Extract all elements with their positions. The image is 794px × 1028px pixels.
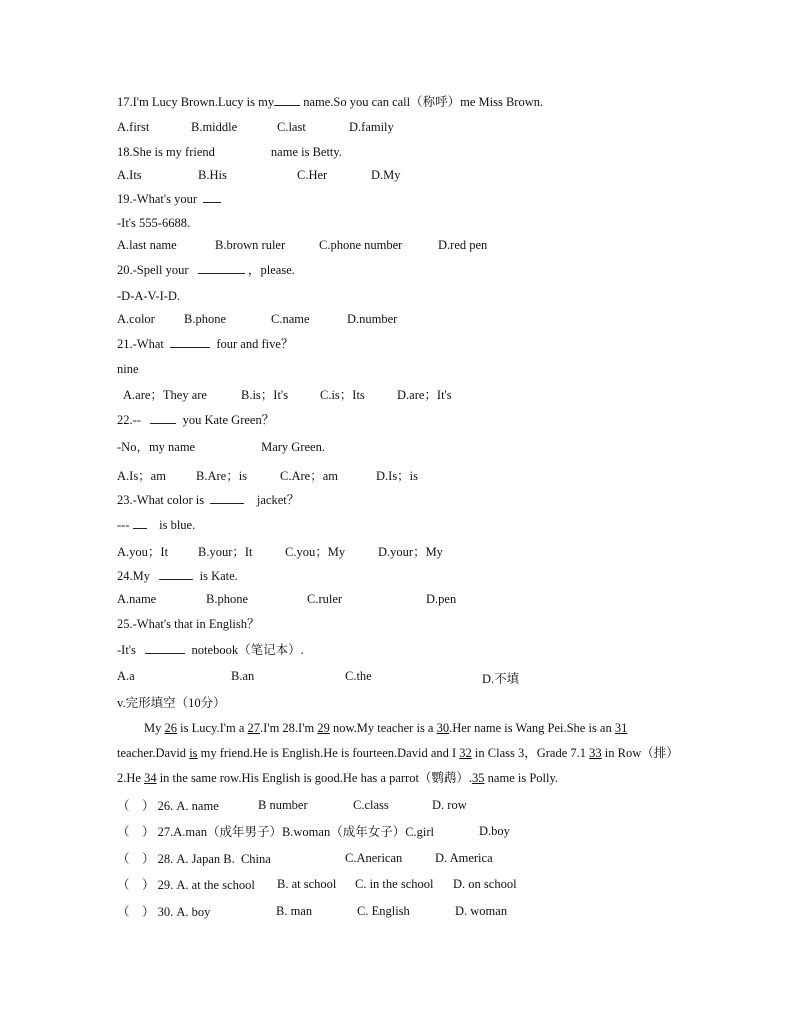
blank-31[interactable]: 31 <box>614 721 628 735</box>
answer-blank[interactable] <box>198 262 245 274</box>
q20-stem: 20.-Spell your ，please. <box>117 263 295 277</box>
q25-option-b[interactable]: B.an <box>231 669 255 683</box>
q18-option-c[interactable]: C.Her <box>297 168 328 182</box>
q17-option-d[interactable]: D.family <box>349 120 394 134</box>
q17-stem: 17.I'm Lucy Brown.Lucy is my name.So you can call（称呼）me Miss Brown. <box>117 95 544 109</box>
q22-option-d[interactable]: D.Is；is <box>376 469 419 483</box>
q20-option-d[interactable]: D.number <box>347 312 398 326</box>
cloze-passage: My 26 is Lucy.I'm a 27.I'm 28.I'm 29 now.My teacher is a 30.Her name is Wang Pei.She is an 31 teacher.David is my friend.He is English.He is fourteen.David and I 32 in Class 3，Grade 7.1 33 in Row（排）2.He 34 in the same row.His English is good.He has a parrot（鹦鹉）.35 name is Polly. <box>117 721 679 785</box>
q18-option-d[interactable]: D.My <box>371 168 401 182</box>
blank-30[interactable]: 30 <box>436 721 450 735</box>
q21-option-c[interactable]: C.is；Its <box>320 388 365 402</box>
blank-33[interactable]: 33 <box>589 746 602 760</box>
q30-option-d[interactable]: D. woman <box>455 904 508 918</box>
q23-option-c[interactable]: C.you；My <box>285 545 346 559</box>
q21-option-a[interactable]: A.are；They are <box>123 388 207 402</box>
blank-29[interactable]: 29 <box>317 721 330 735</box>
q26-option-d[interactable]: D. row <box>432 798 467 812</box>
cloze-q27: （ ） 27.A.man（成年男子）B.woman（成年女子）C.girl <box>117 825 435 839</box>
q19-option-d[interactable]: D.red pen <box>438 238 488 252</box>
blank-34[interactable]: 34 <box>144 771 157 785</box>
q21-stem: 21.-What four and five？ <box>117 337 294 351</box>
section-v-title: v.完形填空（10分） <box>117 696 226 710</box>
q25-option-d[interactable]: D.不填 <box>482 672 520 686</box>
q25-stem: 25.-What's that in English？ <box>117 617 260 631</box>
q24-option-d[interactable]: D.pen <box>426 592 457 606</box>
q21-option-b[interactable]: B.is；It's <box>241 388 289 402</box>
q24-option-c[interactable]: C.ruler <box>307 592 343 606</box>
q21-answer: nine <box>117 362 139 376</box>
q22-option-c[interactable]: C.Are；am <box>280 469 338 483</box>
q25-answer: -It's notebook（笔记本）. <box>117 643 304 657</box>
answer-paren[interactable]: （ ） <box>117 799 155 813</box>
blank-26[interactable]: 26 <box>164 721 177 735</box>
answer-blank[interactable] <box>150 412 176 424</box>
q22-answer: -No，my name Mary Green. <box>117 440 325 454</box>
q19-option-b[interactable]: B.brown ruler <box>215 238 286 252</box>
q23-stem: 23.-What color is jacket？ <box>117 493 300 507</box>
answer-paren[interactable]: （ ） <box>117 878 155 892</box>
blank-27[interactable]: 27 <box>247 721 261 735</box>
q21-option-d[interactable]: D.are；It's <box>397 388 452 402</box>
q22-option-b[interactable]: B.Are；is <box>196 469 248 483</box>
q18-stem: 18.She is my friend name is Betty. <box>117 145 342 159</box>
q29-option-c[interactable]: C. in the school <box>355 877 434 891</box>
q30-option-b[interactable]: B. man <box>276 904 313 918</box>
q17-option-b[interactable]: B.middle <box>191 120 238 134</box>
q30-option-c[interactable]: C. English <box>357 904 410 918</box>
answer-paren[interactable]: （ ） <box>117 825 155 839</box>
cloze-q28: （ ） 28. A. Japan B. China <box>117 852 271 866</box>
q19-option-c[interactable]: C.phone number <box>319 238 403 252</box>
answer-blank[interactable] <box>210 492 244 504</box>
cloze-q29: （ ） 29. A. at the school <box>117 878 255 892</box>
q24-stem: 24.My is Kate. <box>117 569 238 583</box>
q29-option-b[interactable]: B. at school <box>277 877 337 891</box>
q18-option-b[interactable]: B.His <box>198 168 227 182</box>
q27-option-d[interactable]: D.boy <box>479 824 510 838</box>
q22-stem: 22.-- you Kate Green？ <box>117 413 275 427</box>
q24-option-b[interactable]: B.phone <box>206 592 249 606</box>
q28-option-c[interactable]: C.Anerican <box>345 851 403 865</box>
blank-32[interactable]: 32 <box>459 746 472 760</box>
q19-option-a[interactable]: A.last name <box>117 238 177 252</box>
blank-35[interactable]: 35 <box>472 771 485 785</box>
cloze-q26: （ ） 26. A. name <box>117 799 219 813</box>
q24-option-a[interactable]: A.name <box>117 592 157 606</box>
cloze-q30: （ ） 30. A. boy <box>117 905 211 919</box>
q25-option-a[interactable]: A.a <box>117 669 135 683</box>
answer-paren[interactable]: （ ） <box>117 852 155 866</box>
q28-option-d[interactable]: D. America <box>435 851 493 865</box>
answer-blank[interactable] <box>133 517 147 529</box>
q20-option-c[interactable]: C.name <box>271 312 310 326</box>
q20-option-b[interactable]: B.phone <box>184 312 227 326</box>
q26-option-b[interactable]: B number <box>258 798 308 812</box>
answer-blank[interactable] <box>274 94 300 106</box>
q23-option-b[interactable]: B.your；It <box>198 545 253 559</box>
answer-paren[interactable]: （ ） <box>117 905 155 919</box>
q29-option-d[interactable]: D. on school <box>453 877 517 891</box>
q18-option-a[interactable]: A.Its <box>117 168 142 182</box>
underlined-is: is <box>189 746 198 760</box>
q19-answer: -It's 555-6688. <box>117 216 191 230</box>
q23-answer: --- is blue. <box>117 518 196 532</box>
q20-option-a[interactable]: A.color <box>117 312 155 326</box>
answer-blank[interactable] <box>145 642 185 654</box>
q20-answer: -D-A-V-I-D. <box>117 289 181 303</box>
q26-option-c[interactable]: C.class <box>353 798 389 812</box>
q22-option-a[interactable]: A.Is；am <box>117 469 166 483</box>
q23-option-d[interactable]: D.your；My <box>378 545 443 559</box>
q17-option-a[interactable]: A.first <box>117 120 150 134</box>
q23-option-a[interactable]: A.you；It <box>117 545 169 559</box>
answer-blank[interactable] <box>159 568 193 580</box>
q19-stem: 19.-What's your <box>117 191 221 207</box>
q25-option-c[interactable]: C.the <box>345 669 372 683</box>
answer-blank[interactable] <box>170 336 210 348</box>
answer-blank[interactable] <box>203 191 221 203</box>
q17-option-c[interactable]: C.last <box>277 120 306 134</box>
